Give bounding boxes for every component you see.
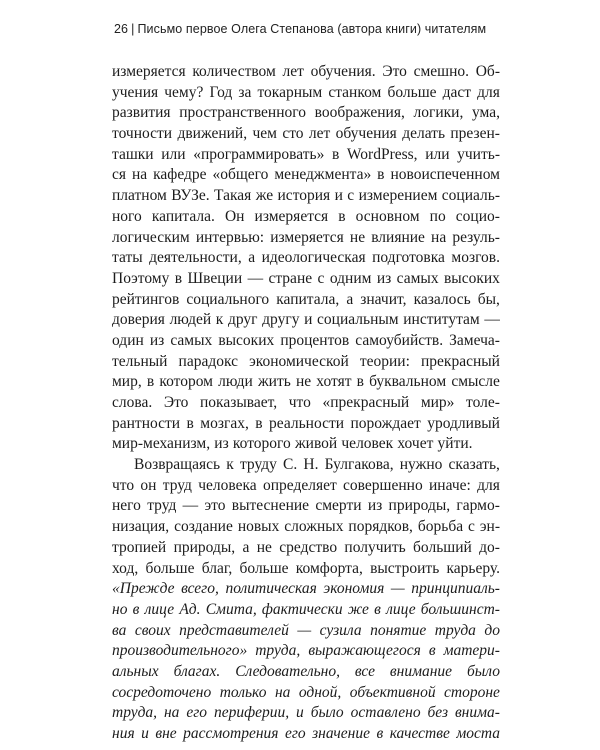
text-line: ва своих представителей — сузила понятие труда до	[112, 621, 500, 639]
text-line: альных благах. Следовательно, все внимание было	[112, 662, 500, 680]
header-separator: |	[131, 22, 135, 36]
body-text	[112, 62, 500, 745]
text-line: сосредоточено только на одной, объективной стороне	[112, 683, 500, 701]
text-line: но в лице Ад. Смита, фактически же в лице большинст-	[112, 600, 500, 618]
text-line: рейтингов социального капитала, а значит, казалось бы,	[112, 290, 500, 308]
text-line: что он труд человека определяет совершенно иначе: для	[112, 476, 500, 494]
text-line: точности движений, чем сто лет обучения делать презен-	[112, 125, 500, 143]
text-line: мир, в котором люди жить не хотят в буквальном смысле	[112, 373, 500, 391]
text-line: один из самых высоких процентов самоубийств. Замеча-	[112, 331, 500, 349]
chapter-title: Письмо первое Олега Степанова (автора книги) читателям	[137, 22, 487, 36]
page-number: 26	[114, 22, 129, 36]
text-line: слова. Это показывает, что «прекрасный мир» толе-	[112, 394, 500, 411]
text-line: мир-механизм, из которого живой человек хочет уйти.	[112, 435, 473, 453]
text-line: Возвращаясь к труду С. Н. Булгакова, нужно сказать,	[134, 456, 500, 474]
text-line: ния и вне рассмотрения его значение в качестве моста	[112, 725, 500, 742]
text-line: ного капитала. Он измеряется в основном по социо-	[112, 207, 500, 225]
text-line: него труд — это вытеснение смерти из природы, гармо-	[112, 497, 500, 515]
text-line: учения чему? Год за токарным станком больше даст для	[112, 83, 500, 101]
text-line: рантности в мозгах, в реальности порождает уродливый	[112, 414, 500, 432]
text-line: ход, больше благ, больше комфорта, выстроить карьеру.	[112, 559, 500, 577]
text-line: низация, создание новых сложных порядков, борьба с эн-	[112, 518, 500, 536]
text-line: ся на кафедре «общего менеджмента» в новоиспеченном	[112, 166, 500, 184]
text-line: доверия людей к друг другу и социальным институтам —	[112, 311, 500, 329]
text-line: тельный парадокс экономической теории: прекрасный	[112, 352, 500, 370]
text-line: таты деятельности, а идеологическая подготовка мозгов.	[112, 249, 500, 267]
running-header	[114, 22, 486, 36]
text-line: логическим интервью: измеряется не влияние на резуль-	[112, 228, 500, 246]
text-line: «Прежде всего, политическая экономия — принципиаль-	[112, 580, 500, 598]
text-line: тропией природы, а не средство получить больший до-	[112, 538, 500, 556]
text-line: производительного» труда, выражающегося в матери-	[112, 642, 500, 660]
text-line: ташки или «программировать» в WordPress, или учить-	[112, 145, 500, 163]
text-line: труда, на его периферии, и было оставлено без внима-	[112, 704, 500, 722]
text-line: развития пространственного воображения, логики, ума,	[112, 104, 500, 122]
text-line: платном ВУЗе. Такая же история и с измерением социаль-	[112, 187, 500, 205]
text-line: измеряется количеством лет обучения. Это смешно. Об-	[112, 63, 500, 80]
text-line: Поэтому в Швеции — стране с одним из самых высоких	[112, 269, 500, 287]
